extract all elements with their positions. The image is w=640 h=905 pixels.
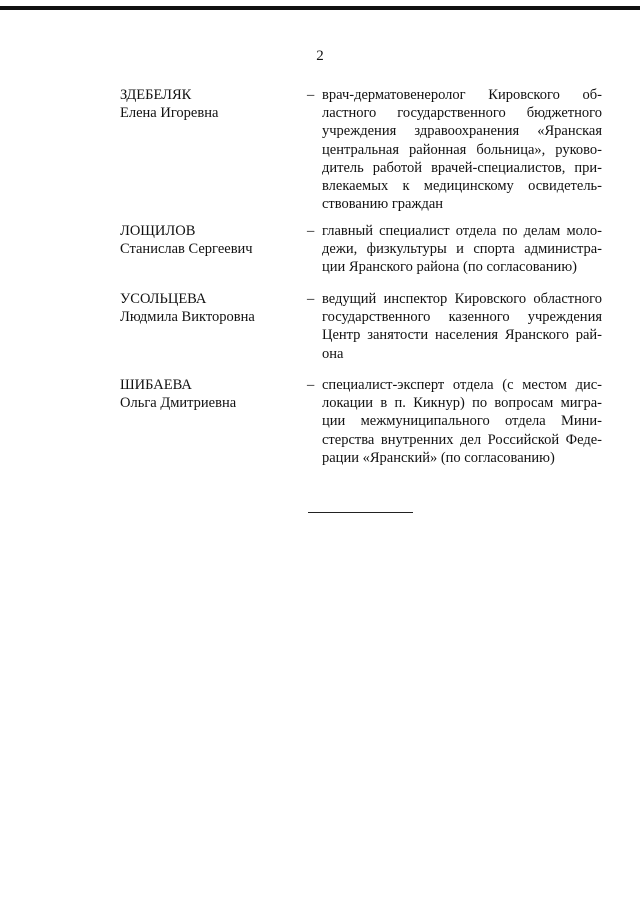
member-given-name: Елена Игоревна	[120, 105, 219, 122]
closing-separator-line	[308, 512, 413, 513]
member-description	[322, 290, 602, 363]
description-line: главный специалист отдела по делам моло-	[322, 223, 602, 239]
description-line: ведущий инспектор Кировского областного	[322, 291, 602, 307]
member-surname: ЛОЩИЛОВ	[120, 223, 196, 239]
description-line: дежи, физкультуры и спорта администра-	[322, 241, 602, 258]
member-surname: ШИБАЕВА	[120, 377, 192, 393]
description-line: центральная районная больница», руково-	[322, 141, 602, 158]
member-given-name: Ольга Дмитриевна	[120, 395, 237, 412]
member-given-name: Людмила Викторовна	[120, 309, 255, 326]
member-name	[120, 376, 290, 412]
description-line: дитель работой врачей-специалистов, при-	[322, 159, 602, 176]
top-border-line	[0, 6, 640, 10]
description-line: влекаемых к медицинскому освидетель-	[322, 178, 602, 195]
member-surname: ЗДЕБЕЛЯК	[120, 87, 192, 103]
description-line: учреждения здравоохранения «Яранская	[322, 123, 602, 140]
member-given-name: Станислав Сергеевич	[120, 241, 253, 258]
description-line: рации «Яранский» (по согласованию)	[322, 449, 555, 466]
description-line: специалист-эксперт отдела (с местом дис-	[322, 377, 602, 393]
page-number: 2	[316, 48, 324, 64]
entry-dash: –	[307, 377, 315, 393]
description-line: стерства внутренних дел Российской Феде-	[322, 431, 602, 448]
member-name	[120, 222, 290, 258]
member-description	[322, 222, 602, 277]
description-line: ствованию граждан	[322, 196, 444, 213]
entry-dash: –	[307, 223, 315, 239]
entry-dash: –	[307, 87, 315, 103]
description-line: врач-дерматовенеролог Кировского об-	[322, 87, 602, 103]
description-line: государственного казенного учреждения	[322, 309, 602, 326]
description-line: ции Яранского района (по согласованию)	[322, 259, 577, 276]
description-line: ции межмуниципального отдела Мини-	[322, 413, 602, 430]
description-line: она	[322, 345, 344, 362]
member-description	[322, 376, 602, 467]
entry-dash: –	[307, 291, 315, 307]
member-name	[120, 86, 290, 122]
member-name	[120, 290, 290, 326]
member-description	[322, 86, 602, 213]
description-line: локации в п. Кикнур) по вопросам мигра-	[322, 395, 602, 412]
description-line: ластного государственного бюджетного	[322, 105, 602, 122]
member-surname: УСОЛЬЦЕВА	[120, 291, 207, 307]
description-line: Центр занятости населения Яранского рай-	[322, 327, 602, 344]
